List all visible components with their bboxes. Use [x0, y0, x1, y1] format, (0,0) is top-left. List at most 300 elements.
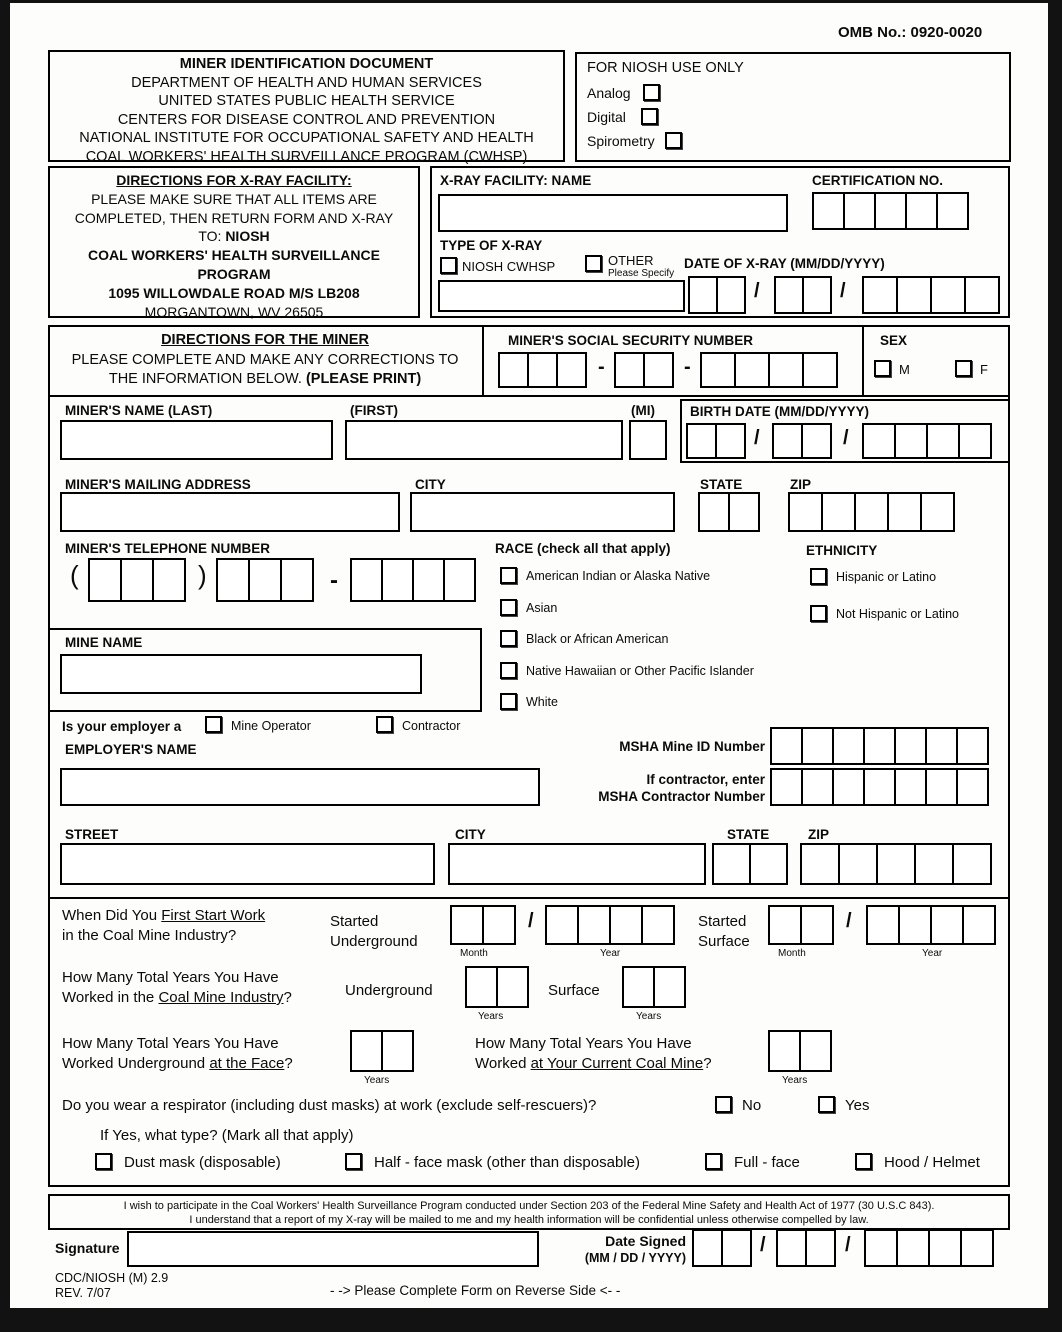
phone-line-cells-cell-3[interactable]	[412, 558, 445, 602]
employer-state-cells-cell-2[interactable]	[749, 843, 788, 885]
miner-directions-block	[55, 331, 475, 390]
q3-line2-underlined: at the Face	[209, 1055, 285, 1072]
msha-contractor-label-1: If contractor, enter	[646, 772, 765, 787]
employer-zip-cells-cell-4[interactable]	[914, 843, 954, 885]
phone-area-cells-cell-1[interactable]	[88, 558, 122, 602]
q2-line2-pre: Worked in the	[62, 989, 159, 1006]
xray-date-year-cells	[862, 276, 1000, 314]
omb-number: OMB No.: 0920-0020	[838, 24, 983, 41]
miner-directions-line-2-text: THE INFORMATION BELOW.	[108, 371, 306, 387]
date-signed-year-cells-cell-3[interactable]	[928, 1229, 962, 1267]
xray-date-slash-2: /	[840, 280, 846, 302]
mask-type-question: If Yes, what type? (Mark all that apply)	[100, 1127, 354, 1144]
ssn-serial-cells-cell-2[interactable]	[734, 352, 770, 388]
q1-line1-underlined: First Start Work	[161, 907, 266, 924]
certification-no-cells-cell-5[interactable]	[936, 192, 969, 230]
certification-no-cells	[812, 192, 969, 230]
employer-zip-cells-cell-2[interactable]	[838, 843, 878, 885]
msha-contractor-cells-cell-2[interactable]	[801, 768, 834, 806]
other-xray-label: OTHER	[608, 253, 654, 268]
niosh-use-only-title: FOR NIOSH USE ONLY	[587, 60, 744, 76]
employer-street-input[interactable]	[60, 843, 435, 885]
digital-checkbox[interactable]	[641, 108, 658, 125]
digital-label: Digital	[587, 109, 626, 125]
xray-facility-directions-box	[48, 166, 420, 318]
started-surface-label	[698, 912, 750, 952]
date-signed-year-cells-cell-4[interactable]	[960, 1229, 994, 1267]
reverse-side-note: - -> Please Complete Form on Reverse Side <- -	[330, 1283, 621, 1298]
full-face-mask-label: Full - face	[734, 1154, 800, 1171]
race-label: RACE (check all that apply)	[495, 541, 671, 556]
city-input[interactable]	[410, 492, 675, 532]
employer-name-input[interactable]	[60, 768, 540, 806]
face-years-caption: Years	[364, 1075, 390, 1086]
mailing-address-input[interactable]	[60, 492, 400, 532]
surface-years-caption: Years	[636, 1011, 662, 1022]
xray-date-month-cells	[688, 276, 746, 314]
started-underground-year-cells-cell-4[interactable]	[641, 905, 675, 945]
msha-mine-id-cells-cell-4[interactable]	[863, 727, 896, 765]
respirator-question: Do you wear a respirator (including dust masks) at work (exclude self-rescuers)?	[62, 1097, 597, 1114]
certification-no-label: CERTIFICATION NO.	[812, 173, 943, 188]
zip-cells-cell-1[interactable]	[788, 492, 823, 532]
date-signed-month-cells	[692, 1229, 752, 1267]
xray-facility-name-label: X-RAY FACILITY: NAME	[440, 173, 592, 188]
consent-statement-box	[48, 1194, 1010, 1230]
xray-date-day-cells-cell-1[interactable]	[774, 276, 804, 314]
msha-mine-id-cells-cell-2[interactable]	[801, 727, 834, 765]
q1-line2: in the Coal Mine Industry?	[62, 927, 237, 944]
birth-year-cells-cell-4[interactable]	[958, 423, 992, 459]
miner-directions-title: DIRECTIONS FOR THE MINER	[161, 332, 369, 348]
msha-mine-id-cells	[770, 727, 989, 765]
ssn-group-cells-cell-2[interactable]	[643, 352, 674, 388]
race-american-indian-label: American Indian or Alaska Native	[526, 569, 711, 583]
agency-line-2: UNITED STATES PUBLIC HEALTH SERVICE	[158, 93, 455, 109]
xray-directions-line-6: 1095 WILLOWDALE ROAD M/S LB208	[108, 284, 360, 301]
mine-operator-label: Mine Operator	[231, 719, 311, 733]
q2-surface-label: Surface	[548, 982, 600, 999]
xray-date-year-cells-cell-1[interactable]	[862, 276, 898, 314]
sex-female-checkbox[interactable]	[955, 360, 972, 377]
birth-slash-2: /	[843, 427, 849, 449]
phone-line-cells-cell-4[interactable]	[443, 558, 476, 602]
agency-line-4: NATIONAL INSTITUTE FOR OCCUPATIONAL SAFETY AND HEALTH	[79, 130, 534, 146]
birth-month-cells-cell-1[interactable]	[686, 423, 717, 459]
employer-zip-cells-cell-1[interactable]	[800, 843, 840, 885]
certification-no-cells-cell-1[interactable]	[812, 192, 845, 230]
msha-contractor-cells-cell-6[interactable]	[925, 768, 958, 806]
ethnicity-not-hispanic-label: Not Hispanic or Latino	[836, 607, 959, 621]
employer-city-input[interactable]	[448, 843, 706, 885]
phone-prefix-cells	[216, 558, 314, 602]
agency-line-5: COAL WORKERS' HEALTH SURVEILLANCE PROGRAM (CWHSP)	[85, 148, 528, 165]
surface-years-cells	[622, 966, 686, 1008]
phone-dash: -	[330, 567, 338, 594]
date-signed-year-cells-cell-1[interactable]	[864, 1229, 898, 1267]
race-asian-label: Asian	[526, 601, 558, 615]
started-surface-month-cells-cell-1[interactable]	[768, 905, 802, 945]
telephone-label: MINER'S TELEPHONE NUMBER	[65, 541, 270, 556]
xray-directions-line-2: COMPLETED, THEN RETURN FORM AND X-RAY	[74, 209, 394, 226]
scan-edge-left	[0, 0, 10, 1332]
q4-line2-pre: Worked	[475, 1055, 531, 1072]
q4-line2-post: ?	[703, 1055, 712, 1072]
signature-input[interactable]	[127, 1231, 539, 1267]
other-xray-specify-input[interactable]	[438, 280, 685, 312]
half-face-mask-checkbox[interactable]	[345, 1153, 362, 1170]
xray-date-year-cells-cell-4[interactable]	[964, 276, 1000, 314]
race-black-label: Black or African American	[526, 632, 669, 646]
started-underground-year-cells	[545, 905, 675, 945]
birth-day-cells-cell-2[interactable]	[801, 423, 832, 459]
ssn-label: MINER'S SOCIAL SECURITY NUMBER	[508, 333, 753, 348]
q3-line2-post: ?	[284, 1055, 293, 1072]
surface-years-cells-cell-1[interactable]	[622, 966, 655, 1008]
race-white-checkbox[interactable]	[500, 693, 517, 710]
q2-underground-label: Underground	[345, 982, 433, 999]
phone-area-cells-cell-3[interactable]	[152, 558, 186, 602]
half-face-mask-label: Half - face mask (other than disposable)	[374, 1154, 640, 1171]
niosh-cwhsp-checkbox[interactable]	[440, 257, 457, 274]
msha-contractor-cells-cell-5[interactable]	[894, 768, 927, 806]
started-surface-year-cells-cell-1[interactable]	[866, 905, 900, 945]
miner-name-mi-label: (MI)	[631, 403, 655, 418]
ssn-group-cells	[614, 352, 674, 388]
spirometry-checkbox[interactable]	[665, 132, 682, 149]
started-surface-year-caption: Year	[922, 948, 943, 959]
msha-mine-id-cells-cell-6[interactable]	[925, 727, 958, 765]
type-of-xray-label: TYPE OF X-RAY	[440, 238, 543, 253]
ssn-dash-2: -	[684, 356, 691, 378]
current-mine-years-cells-cell-1[interactable]	[768, 1030, 801, 1072]
started-underground-month-cells-cell-2[interactable]	[482, 905, 516, 945]
started-surface-word-1: Started	[698, 913, 747, 930]
xray-directions-line-7: MORGANTOWN, WV 26505	[144, 303, 324, 320]
msha-contractor-cells-cell-1[interactable]	[770, 768, 803, 806]
divider-directions-ssn	[482, 325, 484, 395]
xray-directions-line-5: PROGRAM	[197, 265, 271, 282]
race-hawaiian-pacific-checkbox[interactable]	[500, 662, 517, 679]
q3-text	[62, 1034, 293, 1074]
started-underground-year-cells-cell-2[interactable]	[577, 905, 611, 945]
dust-mask-label: Dust mask (disposable)	[124, 1154, 281, 1171]
divider-ssn-sex	[862, 325, 864, 395]
employer-state-label: STATE	[727, 827, 770, 842]
scan-edge-right	[1048, 0, 1062, 1332]
respirator-no-label: No	[742, 1097, 762, 1114]
msha-mine-id-cells-cell-1[interactable]	[770, 727, 803, 765]
employer-question: Is your employer a	[62, 719, 182, 734]
started-underground-word-1: Started	[330, 913, 379, 930]
birth-month-cells-cell-2[interactable]	[715, 423, 746, 459]
race-black-checkbox[interactable]	[500, 630, 517, 647]
xray-date-month-cells-cell-1[interactable]	[688, 276, 718, 314]
miner-directions-line-1: PLEASE COMPLETE AND MAKE ANY CORRECTIONS TO	[71, 351, 459, 368]
contractor-label: Contractor	[402, 719, 461, 733]
state-cells	[698, 492, 760, 532]
q1-text	[62, 906, 265, 946]
agency-line-3: CENTERS FOR DISEASE CONTROL AND PREVENTION	[117, 111, 496, 128]
miner-name-first-label: (FIRST)	[350, 403, 398, 418]
please-specify-note: Please Specify	[608, 268, 675, 279]
date-signed-label	[552, 1233, 686, 1267]
birth-date-label: BIRTH DATE (MM/DD/YYYY)	[690, 404, 869, 419]
started-surface-month-cells	[768, 905, 834, 945]
msha-contractor-cells	[770, 768, 989, 806]
respirator-yes-label: Yes	[845, 1097, 870, 1114]
analog-checkbox[interactable]	[643, 84, 660, 101]
xray-directions-title: DIRECTIONS FOR X-RAY FACILITY:	[116, 172, 352, 188]
ethnicity-not-hispanic-checkbox[interactable]	[810, 605, 827, 622]
zip-cells-cell-5[interactable]	[920, 492, 955, 532]
zip-label: ZIP	[790, 477, 812, 492]
started-surface-month-cells-cell-2[interactable]	[800, 905, 834, 945]
msha-contractor-cells-cell-7[interactable]	[956, 768, 989, 806]
employer-zip-cells	[800, 843, 992, 885]
date-signed-year-cells	[864, 1229, 994, 1267]
q3-line1: How Many Total Years You Have	[62, 1035, 279, 1052]
q2-line2-underlined: Coal Mine Industry	[158, 989, 284, 1006]
signature-label: Signature	[55, 1240, 120, 1256]
divider-work-history	[48, 897, 1010, 899]
xray-directions-line-1: PLEASE MAKE SURE THAT ALL ITEMS ARE	[91, 190, 377, 207]
hood-helmet-label: Hood / Helmet	[884, 1154, 980, 1171]
ssn-area-cells-cell-2[interactable]	[527, 352, 558, 388]
zip-cells	[788, 492, 955, 532]
surface-years-cells-cell-2[interactable]	[653, 966, 686, 1008]
certification-no-cells-cell-4[interactable]	[905, 192, 938, 230]
ssn-serial-cells-cell-3[interactable]	[768, 352, 804, 388]
state-cells-cell-2[interactable]	[728, 492, 760, 532]
phone-line-cells-cell-1[interactable]	[350, 558, 383, 602]
phone-open-paren: (	[70, 560, 79, 590]
niosh-use-only-box	[575, 52, 1011, 162]
birth-slash-1: /	[754, 427, 760, 449]
spirometry-label: Spirometry	[587, 133, 655, 149]
phone-line-cells-cell-2[interactable]	[381, 558, 414, 602]
contractor-checkbox[interactable]	[376, 716, 393, 733]
started-underground-year-caption: Year	[600, 948, 621, 959]
q3-line2-pre: Worked Underground	[62, 1055, 210, 1072]
employer-zip-label: ZIP	[808, 827, 830, 842]
xray-date-slash-1: /	[754, 280, 760, 302]
sex-female-label: F	[980, 362, 988, 377]
started-underground-month-cells	[450, 905, 516, 945]
date-signed-day-cells-cell-1[interactable]	[776, 1229, 807, 1267]
consent-line-1: I wish to participate in the Coal Workers' Health Surveillance Program conducted under Section 203 of the Federal Mine Safety and Health Act of 1977 (30 U.S.C 843).	[123, 1200, 935, 1212]
form-title: MINER IDENTIFICATION DOCUMENT	[179, 56, 434, 72]
date-signed-label-line-2: (MM / DD / YYYY)	[584, 1251, 686, 1265]
q4-line2-underlined: at Your Current Coal Mine	[530, 1055, 704, 1072]
zip-cells-cell-2[interactable]	[821, 492, 856, 532]
started-underground-word-2: Underground	[330, 933, 418, 950]
phone-area-cells	[88, 558, 186, 602]
birth-year-cells-cell-3[interactable]	[926, 423, 960, 459]
started-surface-year-cells-cell-3[interactable]	[930, 905, 964, 945]
mine-name-label: MINE NAME	[65, 635, 143, 650]
started-surface-word-2: Surface	[698, 933, 750, 950]
date-signed-day-cells-cell-2[interactable]	[805, 1229, 836, 1267]
q2-line1: How Many Total Years You Have	[62, 969, 279, 986]
xray-directions-line-4: COAL WORKERS' HEALTH SURVEILLANCE	[88, 247, 380, 264]
date-signed-year-cells-cell-2[interactable]	[896, 1229, 930, 1267]
xray-facility-name-input[interactable]	[438, 194, 788, 232]
underground-years-cells-cell-1[interactable]	[465, 966, 498, 1008]
started-underground-month-caption: Month	[460, 948, 488, 959]
current-mine-years-caption: Years	[782, 1075, 808, 1086]
ssn-area-cells-cell-1[interactable]	[498, 352, 529, 388]
started-underground-month-cells-cell-1[interactable]	[450, 905, 484, 945]
msha-contractor-label-2: MSHA Contractor Number	[598, 789, 765, 804]
mine-operator-checkbox[interactable]	[205, 716, 222, 733]
phone-line-cells	[350, 558, 476, 602]
respirator-no-checkbox[interactable]	[715, 1096, 732, 1113]
birth-day-cells-cell-1[interactable]	[772, 423, 803, 459]
ssn-group-cells-cell-1[interactable]	[614, 352, 645, 388]
certification-no-cells-cell-2[interactable]	[843, 192, 876, 230]
race-asian-checkbox[interactable]	[500, 599, 517, 616]
birth-year-cells-cell-2[interactable]	[894, 423, 928, 459]
ethnicity-hispanic-label: Hispanic or Latino	[836, 570, 937, 584]
date-signed-label-line-1: Date Signed	[605, 1233, 686, 1249]
phone-area-cells-cell-2[interactable]	[120, 558, 154, 602]
niosh-cwhsp-label: NIOSH CWHSP	[462, 259, 556, 274]
started-surface-slash: /	[846, 910, 852, 932]
date-signed-day-cells	[776, 1229, 836, 1267]
employer-state-cells-cell-1[interactable]	[712, 843, 751, 885]
hood-helmet-checkbox[interactable]	[855, 1153, 872, 1170]
xray-date-month-cells-cell-2[interactable]	[716, 276, 746, 314]
current-mine-years-cells-cell-2[interactable]	[799, 1030, 832, 1072]
employer-city-label: CITY	[455, 827, 486, 842]
employer-zip-cells-cell-5[interactable]	[952, 843, 992, 885]
msha-mine-id-label: MSHA Mine ID Number	[619, 739, 765, 754]
form-revision: REV. 7/07	[55, 1286, 111, 1300]
started-surface-year-cells-cell-4[interactable]	[962, 905, 996, 945]
msha-mine-id-cells-cell-5[interactable]	[894, 727, 927, 765]
respirator-yes-checkbox[interactable]	[818, 1096, 835, 1113]
phone-prefix-cells-cell-3[interactable]	[280, 558, 314, 602]
face-years-cells-cell-1[interactable]	[350, 1030, 383, 1072]
xray-date-year-cells-cell-3[interactable]	[930, 276, 966, 314]
started-surface-year-cells-cell-2[interactable]	[898, 905, 932, 945]
certification-no-cells-cell-3[interactable]	[874, 192, 907, 230]
ethnicity-hispanic-checkbox[interactable]	[810, 568, 827, 585]
race-white-label: White	[526, 695, 558, 709]
ssn-serial-cells	[700, 352, 838, 388]
q2-line2-post: ?	[283, 989, 292, 1006]
started-surface-year-cells	[866, 905, 996, 945]
face-years-cells	[350, 1030, 414, 1072]
sex-label: SEX	[880, 333, 908, 348]
mailing-address-label: MINER'S MAILING ADDRESS	[65, 477, 251, 492]
face-years-cells-cell-2[interactable]	[381, 1030, 414, 1072]
phone-prefix-cells-cell-2[interactable]	[248, 558, 282, 602]
race-american-indian-checkbox[interactable]	[500, 567, 517, 584]
underground-years-cells-cell-2[interactable]	[496, 966, 529, 1008]
date-signed-month-cells-cell-1[interactable]	[692, 1229, 723, 1267]
miner-name-last-label: MINER'S NAME (LAST)	[65, 403, 213, 418]
state-label: STATE	[700, 477, 743, 492]
return-to-niosh: NIOSH	[225, 228, 270, 245]
ssn-area-cells	[498, 352, 587, 388]
phone-close-paren: )	[198, 560, 207, 590]
started-underground-year-cells-cell-1[interactable]	[545, 905, 579, 945]
q4-line1: How Many Total Years You Have	[475, 1035, 692, 1052]
mine-name-input[interactable]	[60, 654, 422, 694]
current-mine-years-cells	[768, 1030, 832, 1072]
started-underground-label	[330, 912, 418, 952]
employer-zip-cells-cell-3[interactable]	[876, 843, 916, 885]
ssn-dash-1: -	[598, 356, 605, 378]
date-signed-slash-1: /	[760, 1234, 766, 1256]
date-signed-slash-2: /	[845, 1234, 851, 1256]
ssn-serial-cells-cell-4[interactable]	[802, 352, 838, 388]
sex-male-label: M	[899, 362, 910, 377]
q2-text	[62, 968, 292, 1008]
msha-mine-id-cells-cell-7[interactable]	[956, 727, 989, 765]
xray-facility-panel	[430, 166, 1010, 318]
city-label: CITY	[415, 477, 446, 492]
scan-edge-bottom	[0, 1308, 1062, 1332]
employer-street-label: STREET	[65, 827, 119, 842]
divider-directions-bottom	[48, 395, 1010, 397]
phone-prefix-cells-cell-1[interactable]	[216, 558, 250, 602]
birth-day-cells	[772, 423, 832, 459]
xray-date-day-cells-cell-2[interactable]	[802, 276, 832, 314]
ethnicity-label: ETHNICITY	[806, 543, 878, 558]
ssn-serial-cells-cell-1[interactable]	[700, 352, 736, 388]
form-number: CDC/NIOSH (M) 2.9	[55, 1271, 169, 1285]
employer-state-cells	[712, 843, 788, 885]
msha-contractor-cells-cell-4[interactable]	[863, 768, 896, 806]
other-xray-checkbox[interactable]	[585, 255, 602, 272]
xray-directions-line-3	[50, 227, 418, 246]
agency-header-box	[48, 50, 565, 165]
state-cells-cell-1[interactable]	[698, 492, 730, 532]
race-hawaiian-pacific-label: Native Hawaiian or Other Pacific Islander	[526, 664, 754, 678]
consent-line-2: I understand that a report of my X-ray will be mailed to me and my health information will be confidential unless otherwise compelled by law.	[189, 1214, 869, 1226]
please-print-note: (PLEASE PRINT)	[305, 371, 422, 387]
full-face-mask-checkbox[interactable]	[705, 1153, 722, 1170]
birth-month-cells	[686, 423, 746, 459]
miner-last-name-input[interactable]	[60, 420, 333, 460]
started-surface-month-caption: Month	[778, 948, 806, 959]
date-signed-month-cells-cell-2[interactable]	[721, 1229, 752, 1267]
sex-male-checkbox[interactable]	[874, 360, 891, 377]
miner-directions-line-2	[55, 370, 475, 390]
msha-contractor-cells-cell-3[interactable]	[832, 768, 865, 806]
miner-mi-input[interactable]	[629, 420, 667, 460]
underground-years-cells	[465, 966, 529, 1008]
birth-year-cells-cell-1[interactable]	[862, 423, 896, 459]
miner-first-name-input[interactable]	[345, 420, 623, 460]
return-to-prefix: TO:	[198, 228, 226, 245]
agency-line-1: DEPARTMENT OF HEALTH AND HUMAN SERVICES	[131, 74, 482, 91]
zip-cells-cell-3[interactable]	[854, 492, 889, 532]
underground-years-caption: Years	[478, 1011, 504, 1022]
dust-mask-checkbox[interactable]	[95, 1153, 112, 1170]
started-underground-year-cells-cell-3[interactable]	[609, 905, 643, 945]
analog-label: Analog	[587, 85, 631, 101]
date-of-xray-label: DATE OF X-RAY (MM/DD/YYYY)	[684, 256, 885, 271]
xray-date-day-cells	[774, 276, 832, 314]
xray-date-year-cells-cell-2[interactable]	[896, 276, 932, 314]
msha-mine-id-cells-cell-3[interactable]	[832, 727, 865, 765]
ssn-area-cells-cell-3[interactable]	[556, 352, 587, 388]
zip-cells-cell-4[interactable]	[887, 492, 922, 532]
